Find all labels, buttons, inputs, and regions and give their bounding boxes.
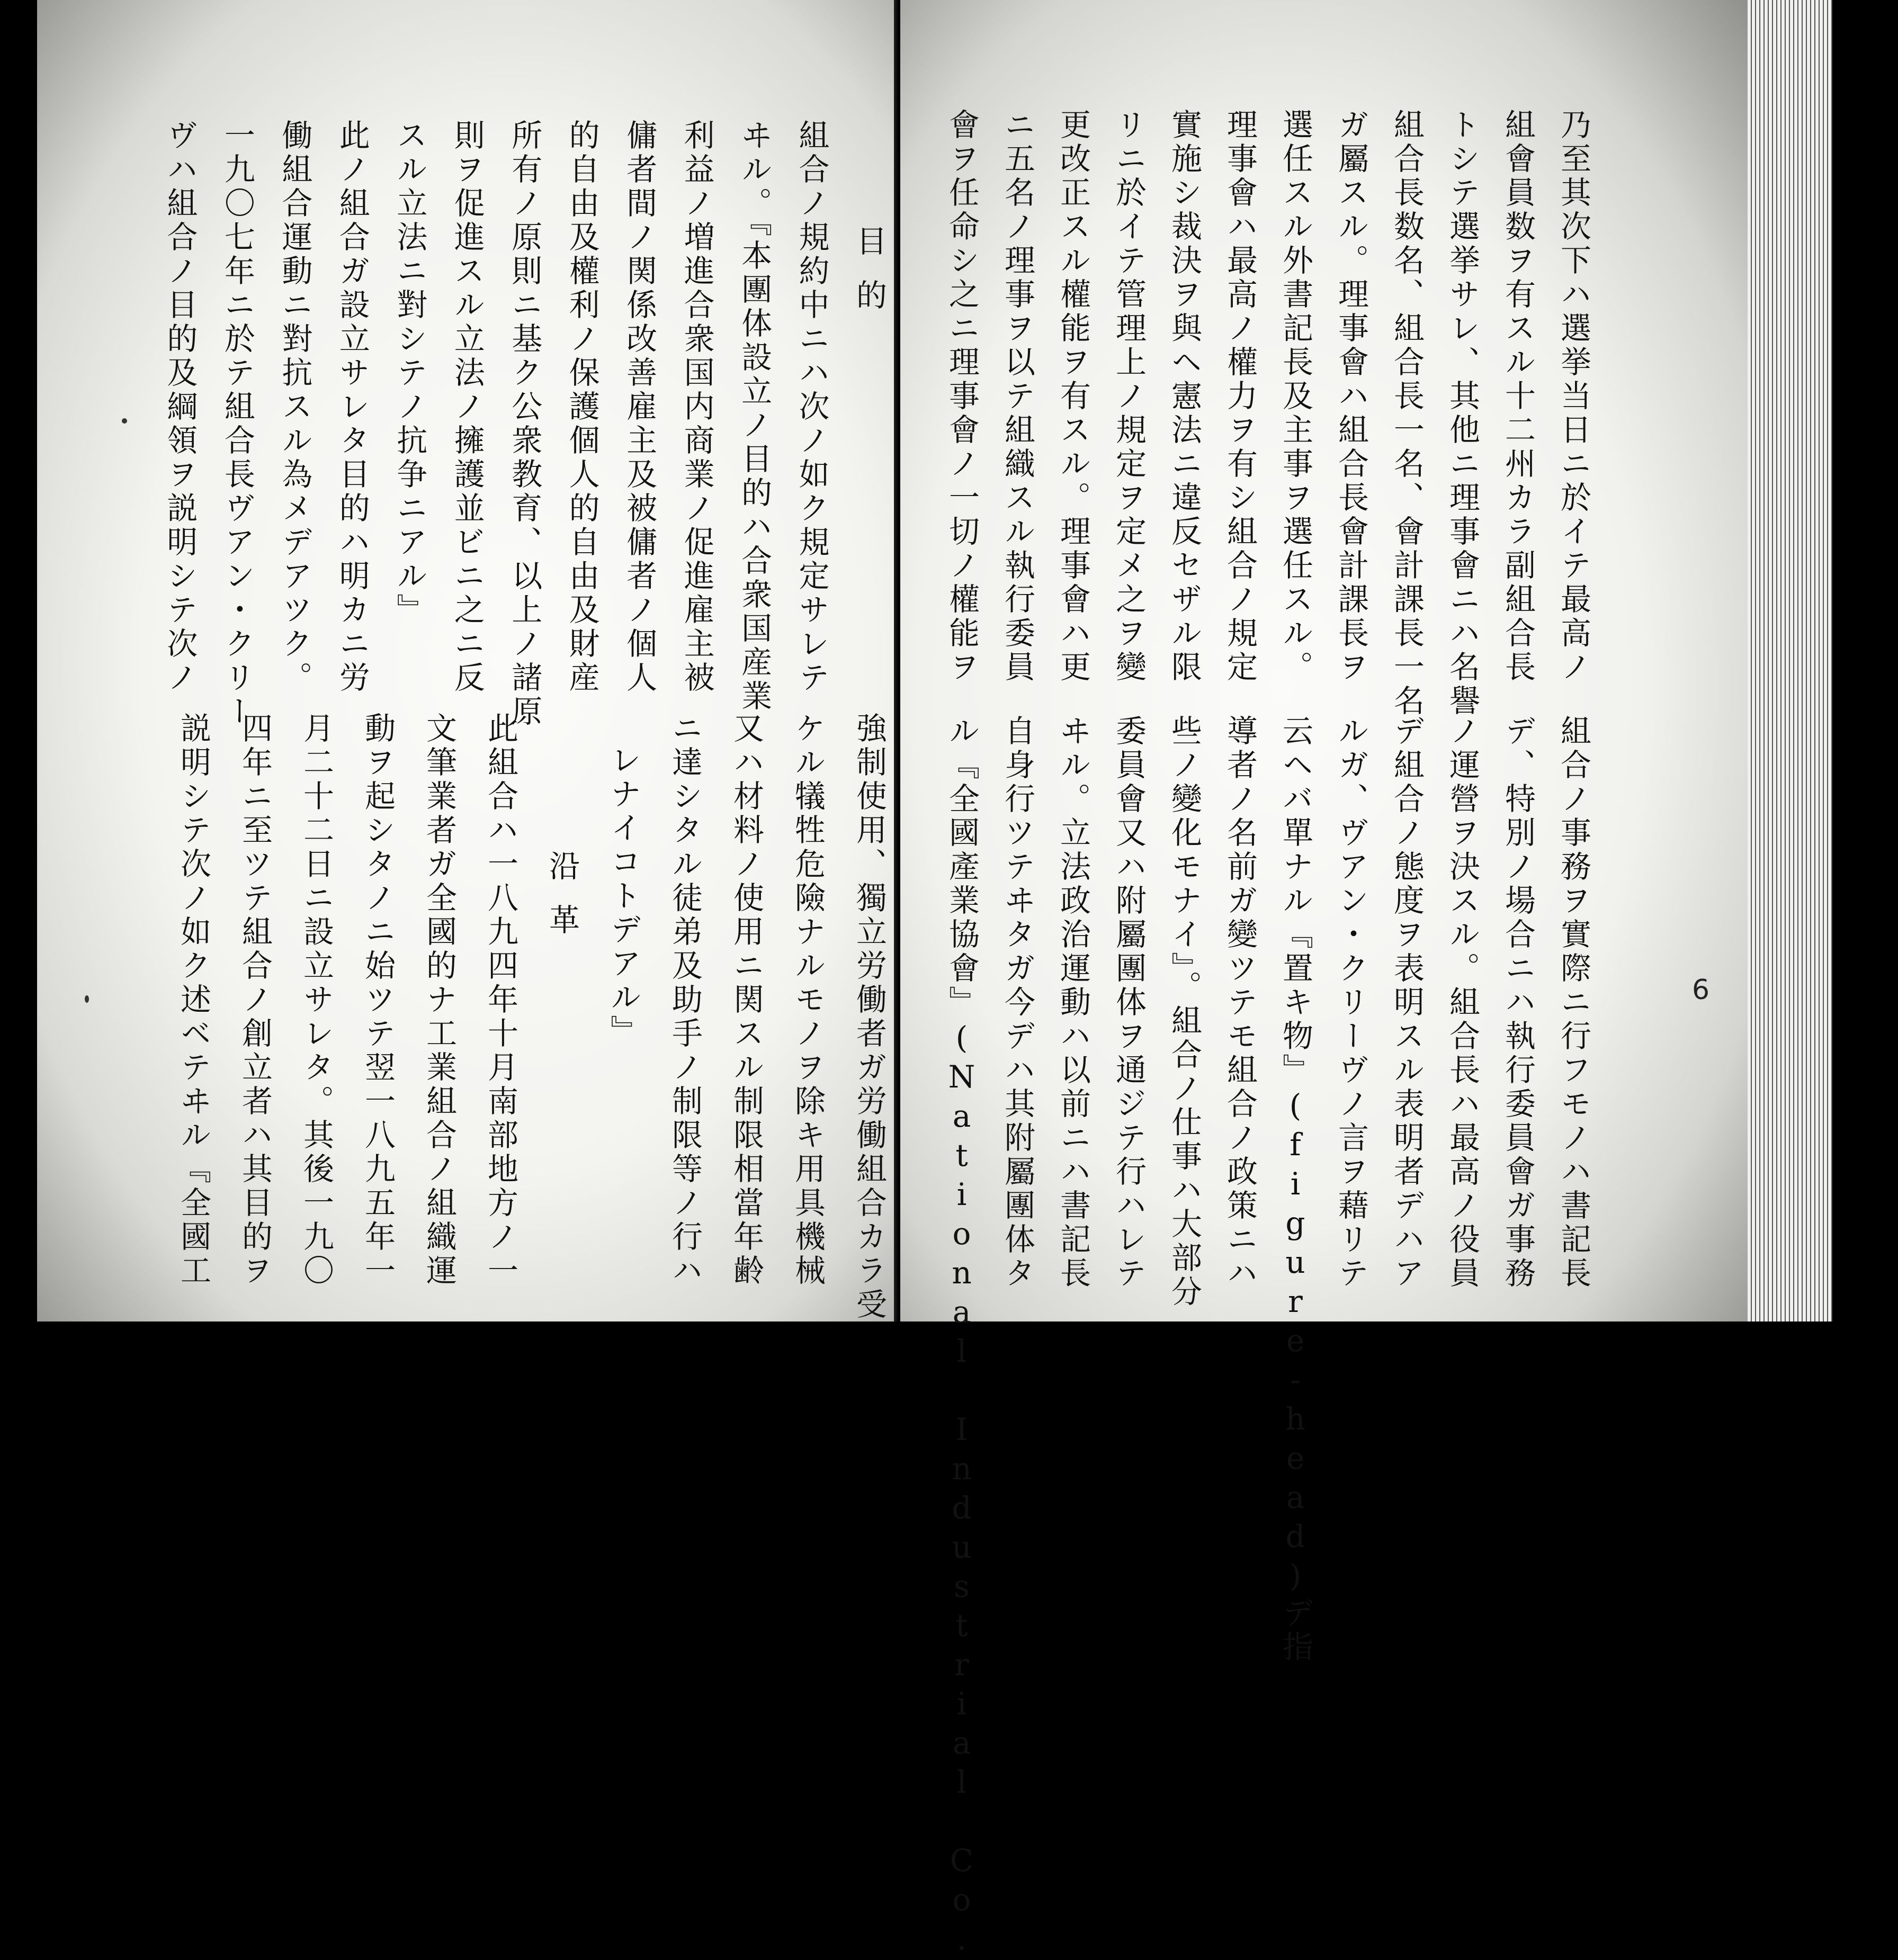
- text-line: 乃至其次下ハ選挙当日ニ於イテ最高ノ: [1555, 109, 1591, 685]
- text-line: 文筆業者ガ全國的ナ工業組合ノ組織運: [421, 712, 457, 1288]
- text-line: ニ達シタル徒弟及助手ノ制限等ノ行ハ: [667, 712, 703, 1288]
- left-top-text-block: [138, 119, 887, 729]
- ink-speck: [85, 995, 89, 1003]
- text-line: デ、特別ノ場合ニハ執行委員會ガ事務: [1500, 715, 1536, 1291]
- text-line: 會ヲ任命シ之ニ理事會ノ一切ノ權能ヲ: [944, 109, 980, 685]
- text-line: レナイコトデアル』: [605, 744, 641, 1049]
- text-line: 則ヲ促進スル立法ノ擁護並ビニ之ニ反: [449, 119, 485, 695]
- text-line: リニ於イテ管理上ノ規定ヲ定メ之ヲ變: [1111, 109, 1147, 685]
- text-line: 導者ノ名前ガ變ツテモ組合ノ政策ニハ: [1222, 715, 1258, 1291]
- text-line: 更改正スル權能ヲ有スル。理事會ハ更: [1055, 109, 1091, 685]
- text-line: 一九〇七年ニ於テ組合長ヴアン・クリー: [219, 119, 255, 729]
- text-line: 所有ノ原則ニ基ク公衆教育、以上ノ諸原: [506, 119, 543, 729]
- text-line: ケル犠牲危險ナルモノヲ除キ用具機械: [790, 712, 826, 1288]
- text-line: 此組合ハ一八九四年十月南部地方ノ一: [482, 712, 518, 1288]
- text-line: ヰル。『本團体設立ノ目的ハ合衆国産業: [736, 119, 773, 714]
- right-bottom-text-block: [921, 715, 1591, 1960]
- text-line: 四年ニ至ツテ組合ノ創立者ハ其目的ヲ: [237, 712, 273, 1288]
- text-line: 説明シテ次ノ如ク述ベテヰル『全國工: [175, 712, 211, 1288]
- text-line: 又ハ材料ノ使用ニ関スル制限相當年齢: [728, 712, 764, 1288]
- text-line: トシテ選挙サレ、其他ニ理事會ニハ名譽: [1444, 109, 1480, 718]
- text-line: 強制使用、獨立労働者ガ労働組合カラ受: [851, 712, 887, 1322]
- left-bottom-text-block: [138, 712, 887, 1322]
- section-heading-history: 沿革: [544, 850, 580, 958]
- text-line: 動ヲ起シタノニ始ツテ翌一八九五年一: [360, 712, 396, 1288]
- book-page-edges: [1748, 0, 1864, 1321]
- text-line: スル立法ニ對シテノ抗争ニアル』: [391, 119, 428, 627]
- text-line: ニ五名ノ理事ヲ以テ組織スル執行委員: [999, 109, 1035, 685]
- text-line: デ組合ノ態度ヲ表明スル表明者デハア: [1389, 715, 1425, 1291]
- text-line: 的自由及權利ノ保護個人的自由及財産: [563, 119, 600, 695]
- text-line: 組合長数名、組合長一名、會計課長一名: [1389, 109, 1425, 718]
- page-number: 6: [1692, 974, 1710, 1006]
- text-line: 組會員数ヲ有スル十二州カラ副組合長: [1500, 109, 1536, 685]
- section-heading-purpose: 目的: [851, 225, 887, 333]
- text-line: ヰル。立法政治運動ハ以前ニハ書記長: [1055, 715, 1091, 1291]
- text-line: 此ノ組合ガ設立サレタ目的ハ明カニ労: [334, 119, 370, 695]
- text-line: ルガ、ヴアン・クリーヴノ言ヲ藉リテ: [1333, 715, 1369, 1291]
- text-line: 委員會又ハ附屬團体ヲ通ジテ行ハレテ: [1111, 715, 1147, 1291]
- text-line: ヴハ組合ノ目的及綱領ヲ説明シテ次ノ: [162, 119, 198, 695]
- text-line: 些ノ變化モナイ』。組合ノ仕事ハ大部分: [1166, 715, 1202, 1309]
- text-line: 働組合運動ニ對抗スル為メデアツク。: [276, 119, 313, 695]
- text-line: 月二十二日ニ設立サレタ。其後一九〇: [298, 712, 334, 1288]
- text-line: 傭者間ノ関係改善雇主及被傭者ノ個人: [621, 119, 658, 695]
- text-line: 自身行ツテヰタガ今デハ其附屬團体タ: [999, 715, 1035, 1291]
- text-line: 利益ノ増進合衆国内商業ノ促進雇主被: [678, 119, 715, 695]
- right-top-text-block: [921, 109, 1591, 718]
- text-line: ガ屬スル。理事會ハ組合長會計課長ヲ: [1333, 109, 1369, 685]
- text-line: 理事會ハ最高ノ權力ヲ有シ組合ノ規定: [1222, 109, 1258, 685]
- right-page: [900, 0, 1748, 1960]
- text-line: 云ヘバ單ナル『置キ物』(figure-head)デ指: [1277, 715, 1313, 1665]
- text-line: 組合ノ規約中ニハ次ノ如ク規定サレテ: [793, 119, 830, 695]
- text-line: 實施シ裁決ヲ與ヘ憲法ニ違反セザル限: [1166, 109, 1202, 685]
- text-line: ル『全國產業協會』(National Industrial Co.: [944, 715, 980, 1960]
- left-page: [37, 0, 895, 1321]
- ink-speck: [122, 418, 127, 424]
- text-line: ノ運營ヲ決スル。組合長ハ最高ノ役員: [1444, 715, 1480, 1291]
- text-line: 組合ノ事務ヲ實際ニ行フモノハ書記長: [1555, 715, 1591, 1291]
- text-line: 選任スル外書記長及主事ヲ選任スル。: [1277, 109, 1313, 685]
